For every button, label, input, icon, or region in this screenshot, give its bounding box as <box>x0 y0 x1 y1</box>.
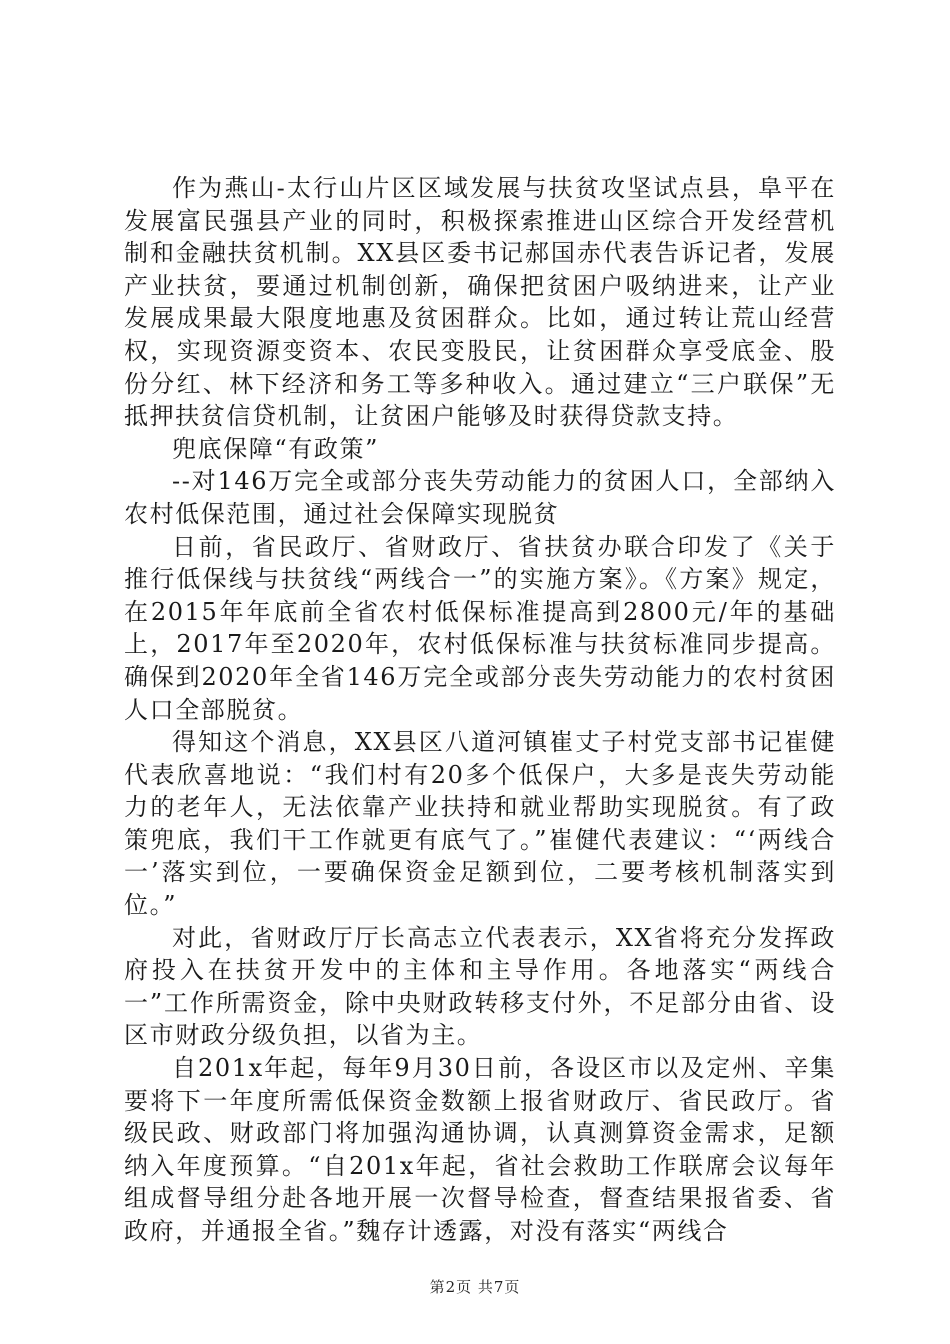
paragraph-fuping-mechanism: 作为燕山-太行山片区区域发展与扶贫攻坚试点县，阜平在发展富民强县产业的同时，积极探索推进山区综合开发经营机制和金融扶贫机制。XX县区委书记郝国赤代表告诉记者，发展产业扶贫，要通过机制创新，确保把贫困户吸纳进来，让产业发展成果最大限度地惠及贫困群众。比如，通过转让荒山经营权，实现资源变资本、农民变股民，让贫困群众享受底金、股份分红、林下经济和务工等多种收入。通过建立“三户联保”无抵押扶贫信贷机制，让贫困户能够及时获得贷款支持。 <box>124 174 836 431</box>
paragraph-implementation-plan: 日前，省民政厅、省财政厅、省扶贫办联合印发了《关于推行低保线与扶贫线“两线合一”的实施方案》。《方案》规定，在2015年年底前全省农村低保标准提高到2800元/年的基础上，2017年至2020年，农村低保标准与扶贫标准同步提高。确保到2020年全省146万完全或部分丧失劳动能力的农村贫困人口全部脱贫。 <box>124 532 836 724</box>
paragraph-annual-reporting: 自201x年起，每年9月30日前，各设区市以及定州、辛集要将下一年度所需低保资金数额上报省财政厅、省民政厅。省级民政、财政部门将加强沟通协调，认真测算资金需求，足额纳入年度预算。“自201x年起，省社会救助工作联席会议每年组成督导组分赴各地开展一次督导检查，督查结果报省委、省政府，并通报全省。”魏存计透露，对没有落实“两线合 <box>124 1054 836 1245</box>
page-number-footer: 第2页 共7页 <box>429 1278 521 1296</box>
paragraph-finance-department: 对此，省财政厅厅长高志立代表表示，XX省将充分发挥政府投入在扶贫开发中的主体和主导作用。各地落实“两线合一”工作所需资金，除中央财政转移支付外，不足部分由省、设区市财政分级负担，以省为主。 <box>124 923 836 1050</box>
section-subheading: --对146万完全或部分丧失劳动能力的贫困人口，全部纳入农村低保范围，通过社会保障实现脱贫 <box>124 467 836 528</box>
section-heading-policy-guarantee: 兜底保障“有政策” <box>172 434 379 463</box>
paragraph-cui-jian-quote: 得知这个消息，XX县区八道河镇崔丈子村党支部书记崔健代表欣喜地说：“我们村有20多个低保户，大多是丧失劳动能力的老年人，无法依靠产业扶持和就业帮助实现脱贫。有了政策兜底，我们干工作就更有底气了。”崔健代表建议：“‘两线合一’落实到位，一要确保资金足额到位，二要考核机制落实到位。” <box>124 728 836 920</box>
document-body <box>124 172 836 1248</box>
